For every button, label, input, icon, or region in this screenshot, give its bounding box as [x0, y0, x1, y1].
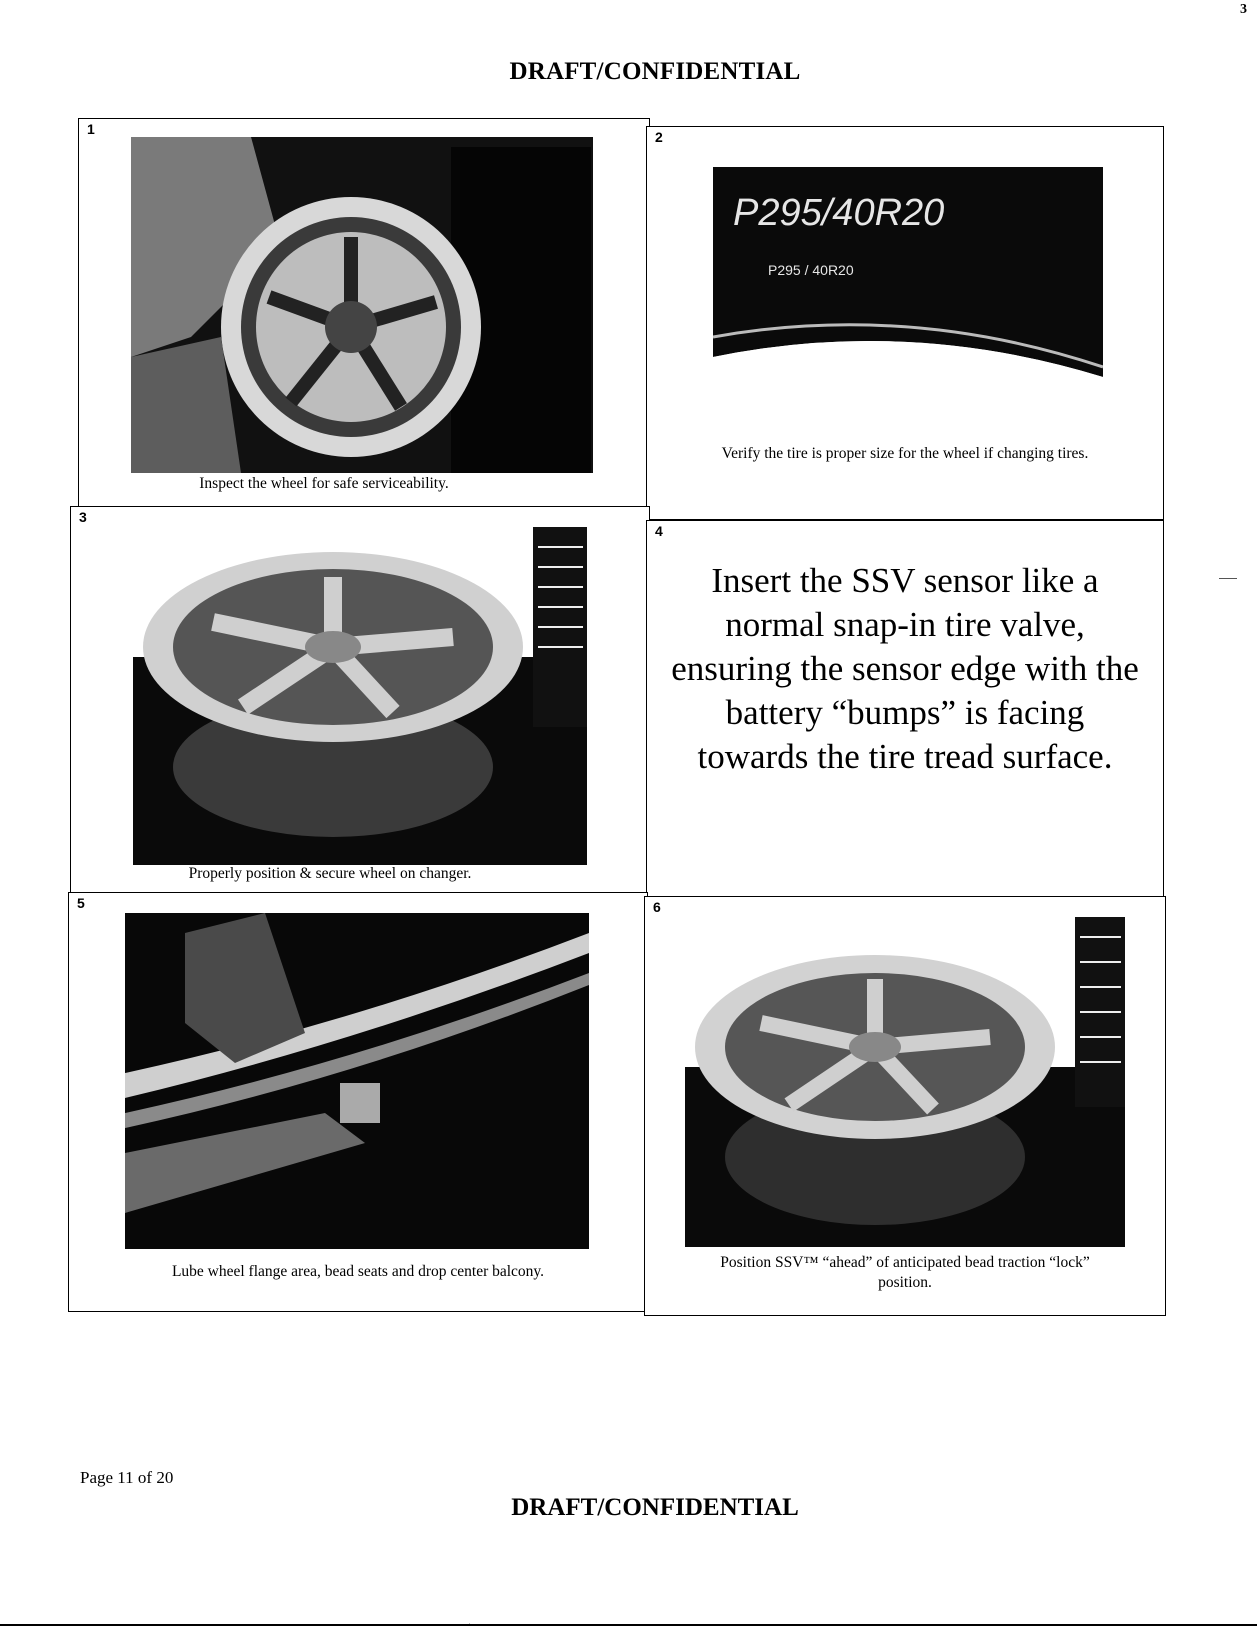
step-caption: Properly position & secure wheel on changer. — [188, 865, 472, 882]
scan-dot: . — [468, 1614, 471, 1628]
instruction-line: battery “bumps” is facing — [725, 693, 1085, 732]
step-number: 2 — [655, 129, 663, 145]
step-cell-2 — [646, 126, 1164, 520]
margin-dash — [1219, 578, 1237, 579]
instruction-line: normal snap-in tire valve, — [725, 605, 1085, 644]
step-caption: Lube wheel flange area, bead seats and drop center balcony. — [171, 1263, 545, 1280]
step-cell-4 — [646, 520, 1164, 898]
wheel-inspection-photo — [131, 137, 593, 473]
instruction-line: ensuring the sensor edge with the — [671, 649, 1139, 688]
step-caption: Verify the tire is proper size for the wheel if changing tires. — [721, 445, 1089, 462]
step-number: 4 — [655, 523, 663, 539]
instruction-line: towards the tire tread surface. — [697, 737, 1113, 776]
bottom-rule — [0, 1624, 1257, 1626]
caption-line: position. — [878, 1274, 932, 1291]
step-number: 5 — [77, 895, 85, 911]
wheel-on-changer-photo — [133, 527, 587, 865]
wheel-flange-lube-photo — [125, 913, 589, 1249]
header-title: DRAFT/CONFIDENTIAL — [509, 58, 801, 85]
step-number: 6 — [653, 899, 661, 915]
tire-size-large-text: P295/40R20 — [733, 192, 945, 234]
corner-mark: 3 — [1240, 2, 1247, 17]
step-caption — [645, 1253, 1165, 1293]
step-cell-5 — [68, 892, 648, 1312]
step-number: 1 — [87, 121, 95, 137]
footer-title: DRAFT/CONFIDENTIAL — [511, 1494, 799, 1521]
ssv-position-photo — [685, 917, 1125, 1247]
step-caption: Inspect the wheel for safe serviceability. — [199, 475, 449, 492]
steps-grid — [70, 118, 1212, 1368]
step-cell-3 — [70, 506, 650, 894]
instruction-line: Insert the SSV sensor like a — [711, 561, 1099, 600]
step-cell-1 — [78, 118, 650, 508]
sensor-insert-instruction — [657, 559, 1153, 779]
page-number: Page 11 of 20 — [80, 1468, 174, 1487]
caption-line: Position SSV™ “ahead” of anticipated bead traction “lock” — [720, 1254, 1090, 1271]
step-number: 3 — [79, 509, 87, 525]
step-cell-6 — [644, 896, 1166, 1316]
tire-sidewall-size-photo — [713, 167, 1103, 387]
tire-size-small-text: P295 / 40R20 — [768, 262, 854, 278]
